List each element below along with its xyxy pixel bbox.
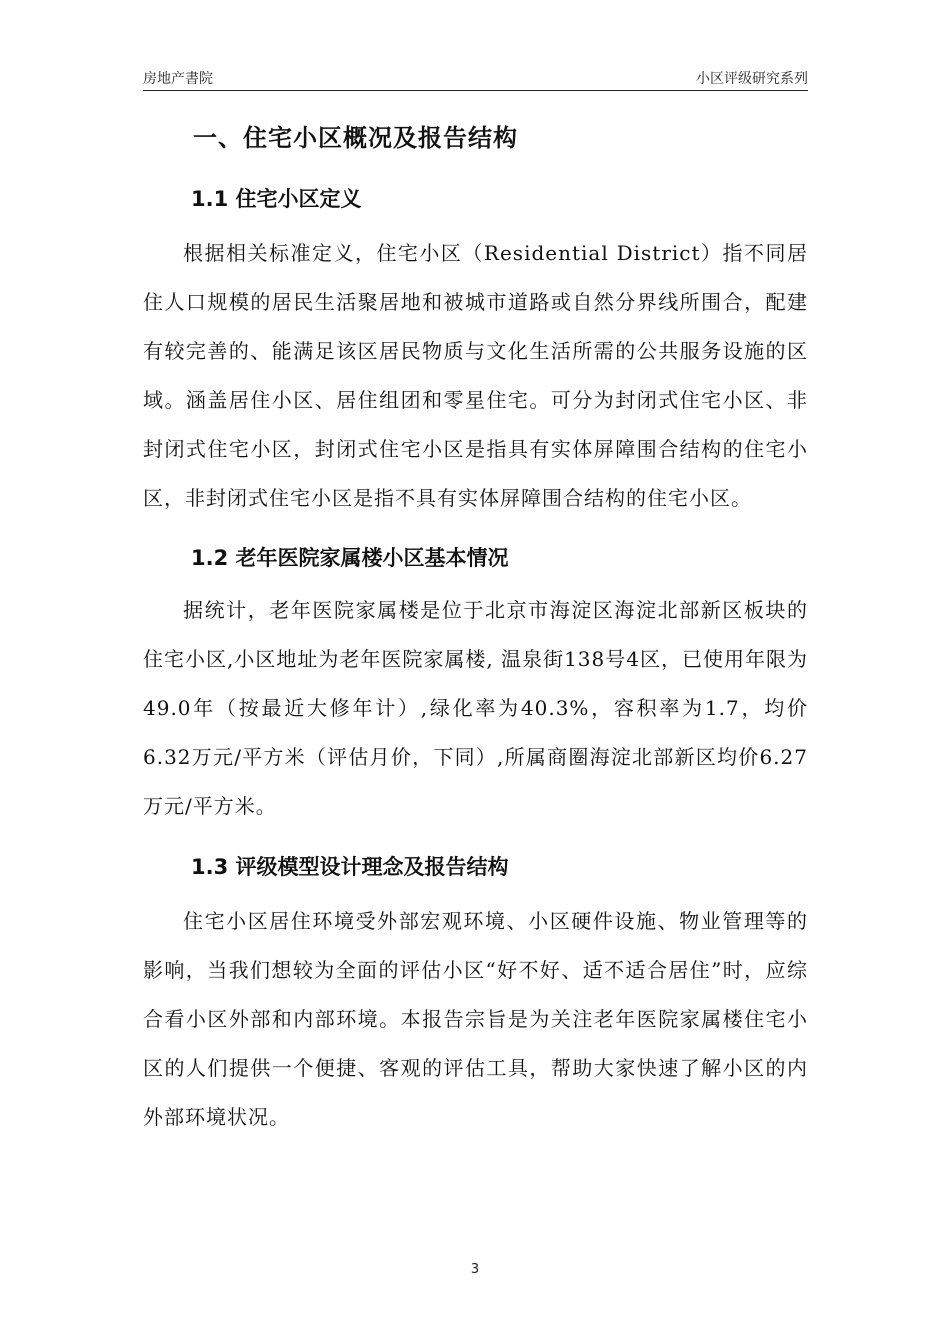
header-series-title: 小区评级研究系列 <box>696 71 808 87</box>
section-heading-1-2: 1.2 老年医院家属楼小区基本情况 <box>191 546 509 570</box>
section-heading-1-1: 1.1 住宅小区定义 <box>191 187 362 211</box>
header-publisher: 房地产書院 <box>143 71 213 87</box>
section-heading-1-3: 1.3 评级模型设计理念及报告结构 <box>191 855 509 879</box>
section-body-1-1: 根据相关标准定义，住宅小区（Residential District）指不同居住人口规模的居民生活聚居地和被城市道路或自然分界线所围合，配建有较完善的、能满足该区居民物质与文化生活所需的公共服务设施的区域。涵盖居住小区、居住组团和零星住宅。可分为封闭式住宅小区、非封闭式住宅小区，封闭式住宅小区是指具有实体屏障围合结构的住宅小区，非封闭式住宅小区是指不具有实体屏障围合结构的住宅小区。 <box>143 241 808 510</box>
section-body-1-2: 据统计，老年医院家属楼是位于北京市海淀区海淀北部新区板块的住宅小区,小区地址为老年医院家属楼, 温泉街138号4区，已使用年限为49.0年（按最近大修年计）,绿化率为40.3%，容积率为1.7，均价6.32万元/平方米（评估月价，下同）,所属商圈海淀北部新区均价6.27万元/平方米。 <box>143 598 808 818</box>
chapter-title: 一、住宅小区概况及报告结构 <box>193 124 518 152</box>
page-header <box>143 66 808 91</box>
page-number: 3 <box>470 1262 480 1277</box>
document-body <box>143 112 808 1142</box>
section-body-1-3: 住宅小区居住环境受外部宏观环境、小区硬件设施、物业管理等的影响，当我们想较为全面的评估小区“好不好、适不适合居住”时，应综合看小区外部和内部环境。本报告宗旨是为关注老年医院家属楼住宅小区的人们提供一个便捷、客观的评估工具，帮助大家快速了解小区的内外部环境状况。 <box>143 909 808 1129</box>
